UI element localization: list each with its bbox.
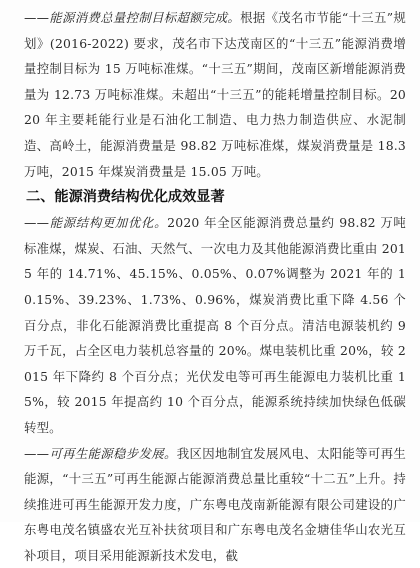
paragraph-lead: ——能源结构更加优化。 <box>24 215 167 230</box>
paragraph-body: 根据《茂名市节能“十三五”规划》(2016-2022) 要求，茂名市下达茂南区的“十三五”能源消费增量控制目标为 15 万吨标准煤。“十三五”期间，茂南区新增能源消费量为 12.73 万吨标准煤。未超出“十三五”的能耗增量控制目标。2020 年主要耗能行业是石油化工制造、电力热力制造供应、水泥制造、高岭土，能源消费量是 98.82 万吨标准煤，煤炭消费量是 18.3 万吨，2015 年煤炭消费量是 15.05 万吨。 <box>24 10 406 179</box>
paragraph-energy-structure <box>24 210 406 440</box>
paragraph-body: 我区因地制宜发展风电、太阳能等可再生能源，“十三五”可再生能源占能源消费总量比重较“十二五”上升。持续推进可再生能源开发力度，广东粤电茂南新能源有限公司建设的广东粤电茂名镇盛农光互补扶贫项目和广东粤电茂名金塘佳华山农光互补项目，项目采用能源新技术发电，截 <box>24 446 406 563</box>
paragraph-body: 2020 年全区能源消费总量约 98.82 万吨标准煤，煤炭、石油、天然气、一次电力及其他能源消费比重由 2015 年的 14.71%、45.15%、0.05%、0.07%调整为 2021 年的 10.15%、39.23%、1.73%、0.96%，煤炭消费比重下降 4.56 个百分点，非化石能源消费比重提高 8 个百分点。清洁电源装机约 9 万千瓦，占全区电力装机总容量的 20%。煤电装机比重 20%，较 2015 年下降约 8 个百分点；光伏发电等可再生能源电力装机比重 15%，较 2015 年提高约 10 个百分点，能源系统持续加快绿色低碳转型。 <box>24 215 406 435</box>
paragraph-lead: ——能源消费总量控制目标超额完成。 <box>24 10 240 25</box>
paragraph-renewable-energy <box>24 441 406 568</box>
section-heading: 二、能源消费结构优化成效显著 <box>24 184 406 210</box>
paragraph-energy-total-target <box>24 5 406 184</box>
document-content <box>24 5 406 568</box>
paragraph-lead: ——可再生能源稳步发展。 <box>24 446 177 461</box>
